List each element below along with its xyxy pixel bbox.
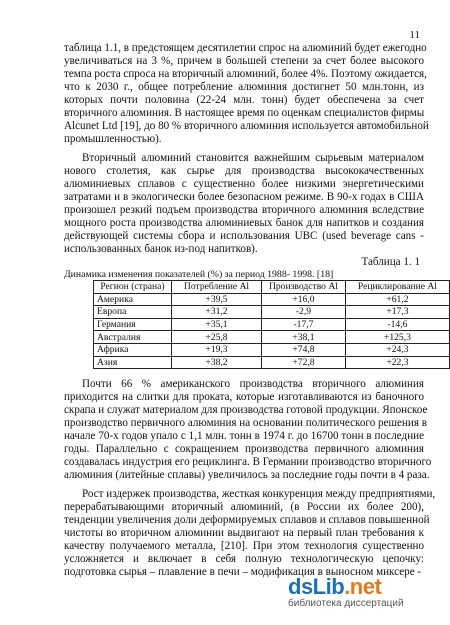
text-line: алюминиевых сплавов с существенно более низкими энергетическими xyxy=(64,178,424,190)
text-line: использованных банок из-под напитков). xyxy=(64,243,258,255)
table-row xyxy=(94,306,450,319)
table-cell: +22,3 xyxy=(345,356,449,369)
text-line: нового столетия, как сырье для производства высококачественных xyxy=(64,165,424,177)
table-row xyxy=(94,343,450,356)
text-line: таблица 1.1, в предстоящем десятилетии спрос на алюминий будет ежегодно xyxy=(64,42,427,54)
text-line: затратами и в экологически более безопасном режиме. В 90-х годах в США xyxy=(64,191,424,203)
table-cell: +35,1 xyxy=(171,318,261,331)
table-cell: Австралия xyxy=(94,331,172,344)
text-line: чистоты во вторичном алюминии выдвигают на первый план требования к xyxy=(64,527,424,539)
text-line: Alcunet Ltd [19], до 80 % вторичного алюминия используется автомобильной xyxy=(64,120,429,132)
logo-main: dsLib xyxy=(288,574,345,599)
table-cell: +31,2 xyxy=(171,306,261,319)
table-cell: +61,2 xyxy=(345,293,449,306)
table-cell: -14,6 xyxy=(345,318,449,331)
text-line: что к 2030 г., общее потребление алюминия достигнет 50 млн.тонн, из xyxy=(64,81,424,93)
text-line: тенденции увеличения доли деформируемых сплавов и сплавов повышенной xyxy=(64,514,430,526)
table-cell: +72,8 xyxy=(262,356,346,369)
text-line: качеству получаемого металла, [210]. При этом технология существенно xyxy=(64,540,424,552)
column-header: Регион (страна) xyxy=(94,281,172,294)
text-line: годы. Параллельно с сокращением производства первичного алюминия xyxy=(64,443,424,455)
table-cell: +19,3 xyxy=(171,343,261,356)
table-cell: +17,3 xyxy=(345,306,449,319)
table-cell: +74,8 xyxy=(262,343,346,356)
table-cell: -17,7 xyxy=(262,318,346,331)
table-cell: -2,9 xyxy=(262,306,346,319)
text-line: мощного роста производства алюминиевых банок для напитков и создания xyxy=(64,217,424,229)
text-line: алюминия (литейные сплавы) увеличилось за последние годы почти в 4 раза. xyxy=(64,469,430,481)
text-line: Вторичный алюминий становится важнейшим сырьевым материалом xyxy=(82,152,424,164)
column-header: Рециклирование Al xyxy=(345,281,449,294)
dslib-watermark xyxy=(288,574,438,609)
text-line: создавалась индустрия его рециклинга. В Германии производство вторичного xyxy=(64,456,432,468)
table-cell: +16,0 xyxy=(262,293,346,306)
table-cell: Африка xyxy=(94,343,172,356)
table-cell: Европа xyxy=(94,306,172,319)
dslib-logo xyxy=(288,574,438,600)
logo-subtitle: библиотека диссертаций xyxy=(288,598,404,609)
text-line: усложняется и включает в себя полную технологическую цепочку: xyxy=(64,553,424,565)
column-header: Потребление Al xyxy=(171,281,261,294)
table-cell: Азия xyxy=(94,356,172,369)
text-line: подготовка сырья – плавление в печи – модификация в выносном миксере - xyxy=(64,566,422,578)
text-line: скрапа и служат материалом для производства готовой продукции. Японское xyxy=(64,404,428,416)
page-number: 11 xyxy=(409,29,420,41)
text-line: промышленностью). xyxy=(64,133,162,145)
table-cell: Германия xyxy=(94,318,172,331)
text-line: вторичного алюминия. В настоящее время по оценкам специалистов фирмы xyxy=(64,107,425,119)
text-line: произошел резкий подъем производства вторичного алюминия вследствие xyxy=(64,204,424,216)
table-cell: +25,8 xyxy=(171,331,261,344)
table-row xyxy=(94,356,450,369)
text-line: Рост издержек производства, жесткая конкуренция между предприятиями, xyxy=(82,488,436,500)
table-label: Таблица 1. 1 xyxy=(361,256,420,268)
table-cell: +24,3 xyxy=(345,343,449,356)
text-line: приходится на слитки для проката, которые изготавливаются из баночного xyxy=(64,391,424,403)
column-header: Производство Al xyxy=(262,281,346,294)
text-line: которых почти половина (22-24 млн. тонн) будет обеспечена за счет xyxy=(64,94,424,106)
data-table xyxy=(93,280,450,369)
text-line: Почти 66 % американского производства вторичного алюминия xyxy=(82,378,424,390)
table-row xyxy=(94,318,450,331)
text-line: перерабатывающими вторичный алюминий, (в России их более 200), xyxy=(64,501,424,513)
text-line: производство первичного алюминия на основании политического решения в xyxy=(64,417,427,429)
table-row xyxy=(94,293,450,306)
text-line: темпа роста спроса на вторичный алюминий, более 4%. Поэтому ожидается, xyxy=(64,68,427,80)
table-caption: Динамика изменения показателей (%) за период 1988- 1998. [18] xyxy=(64,269,334,280)
table-header-row xyxy=(94,281,450,294)
table-cell: +38,2 xyxy=(171,356,261,369)
table-cell: +38,1 xyxy=(262,331,346,344)
table-cell: Америка xyxy=(94,293,172,306)
table-cell: +39,5 xyxy=(171,293,261,306)
table-row xyxy=(94,331,450,344)
text-line: действующей системы сбора и использования UBC (used beverage cans - xyxy=(64,230,424,242)
table-cell: +125,3 xyxy=(345,331,449,344)
logo-accent: .net xyxy=(344,574,382,599)
text-line: начале 70-х годов упало с 1,1 млн. тонн в 1974 г. до 16700 тонн в последние xyxy=(64,430,424,442)
text-line: увеличиваться на 3 %, причем в большей степени за счет более высокого xyxy=(64,55,424,67)
